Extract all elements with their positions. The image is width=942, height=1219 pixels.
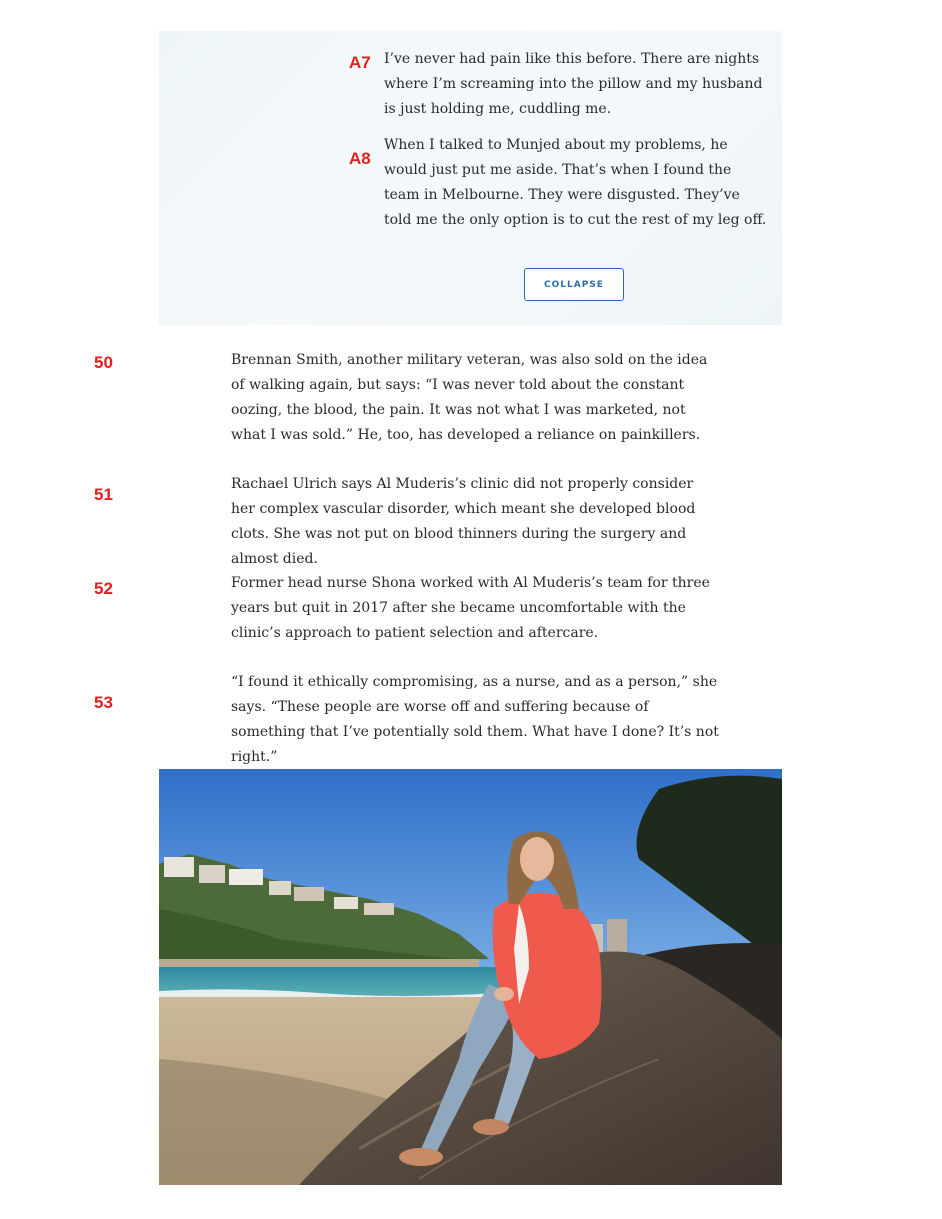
article-paragraph-52: Former head nurse Shona worked with Al Muderis’s team for three years but quit in 2017 after she became uncomfortable with the clinic’s approach to patient selection and aftercare. xyxy=(231,575,710,641)
annotation-number-53: 53 xyxy=(94,693,113,712)
annotation-number-52: 52 xyxy=(94,579,113,598)
article-photo xyxy=(159,769,782,1185)
expanded-qa-callout xyxy=(159,31,782,325)
qa-text-a8: When I talked to Munjed about my problems, he would just put me aside. That’s when I found the team in Melbourne. They were disgusted. They’ve told me the only option is to cut the rest of my leg off. xyxy=(384,137,767,228)
annotation-number-51: 51 xyxy=(94,485,113,504)
collapse-button[interactable]: COLLAPSE xyxy=(524,268,624,301)
article-paragraph-50: Brennan Smith, another military veteran, was also sold on the idea of walking again, but says: “I was never told about the constant oozing, the blood, the pain. It was not what I was marketed, not what I was sold.” He, too, has developed a reliance on painkillers. xyxy=(231,352,708,443)
qa-text-a7: I’ve never had pain like this before. There are nights where I’m screaming into the pillow and my husband is just holding me, cuddling me. xyxy=(384,51,763,117)
beach-portrait-illustration xyxy=(159,769,782,1185)
annotation-label-a7: A7 xyxy=(349,53,371,72)
annotation-number-50: 50 xyxy=(94,353,113,372)
annotation-label-a8: A8 xyxy=(349,149,371,168)
article-paragraph-53: “I found it ethically compromising, as a nurse, and as a person,” she says. “These people are worse off and suffering because of something that I’ve potentially sold them. What have I done? It’s not right.” xyxy=(231,674,719,765)
article-paragraph-51: Rachael Ulrich says Al Muderis’s clinic did not properly consider her complex vascular disorder, which meant she developed blood clots. She was not put on blood thinners during the surgery and almost died. xyxy=(231,476,696,567)
